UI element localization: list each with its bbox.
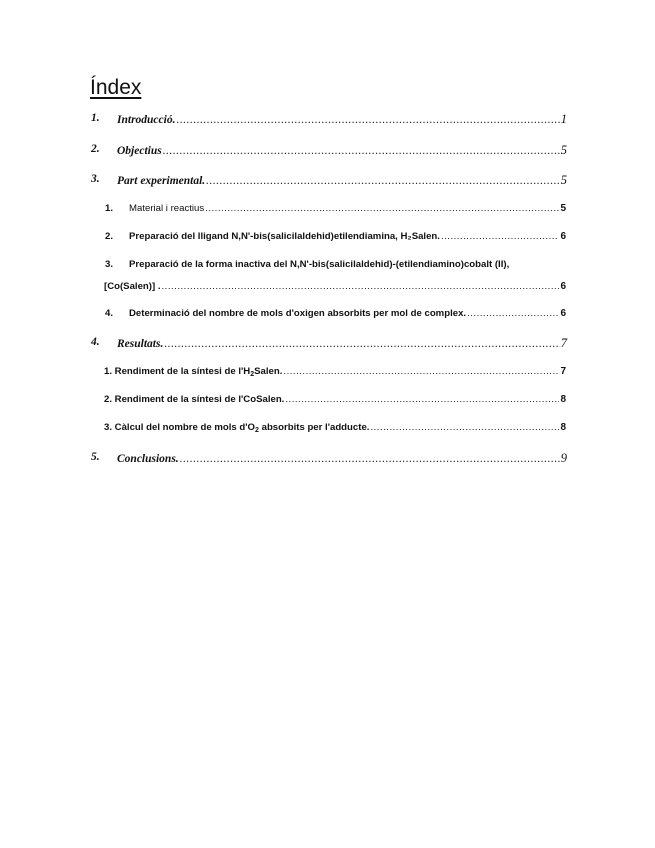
toc-leader-dots (370, 422, 559, 433)
toc-label-line2: [Co(Salen)] . (104, 281, 161, 292)
toc-leader-dots (162, 281, 560, 292)
toc-page-number: 5 (560, 143, 567, 157)
toc-label (104, 366, 282, 378)
toc-entry-objectius[interactable] (0, 143, 655, 161)
toc-number: 3. (91, 173, 100, 185)
toc-label-pre: 3. Càlcul del nombre de mols d'O (104, 422, 256, 433)
toc-leader-dots (467, 308, 559, 319)
toc-page-number: 6 (560, 231, 566, 242)
toc-number: 2. (91, 143, 100, 155)
toc-label: Resultats. (117, 338, 164, 350)
toc-number: 4. (91, 336, 100, 348)
subscript-2: 2 (255, 427, 259, 434)
toc-leader-dots (441, 231, 559, 242)
toc-page-number: 5 (560, 173, 567, 187)
toc-label (104, 422, 369, 434)
toc-leader-dots (180, 453, 560, 465)
toc-label-post: Salen. (254, 366, 283, 377)
toc-page-number: 8 (560, 422, 566, 433)
toc-entry-determinacio[interactable] (0, 308, 655, 326)
index-title: Índex (90, 76, 142, 99)
toc-leader-dots (163, 145, 560, 157)
toc-leader-dots (283, 366, 559, 377)
toc-entry-material-reactius[interactable] (0, 203, 655, 221)
toc-page-number: 1 (560, 112, 567, 126)
toc-number: 1. (105, 203, 114, 214)
toc-label: Determinació del nombre de mols d'oxigen absorbits per mol de complex. (129, 308, 467, 319)
toc-page-number: 7 (560, 366, 566, 377)
toc-label: Conclusions. (117, 453, 179, 465)
toc-entry-introduccio[interactable] (0, 112, 655, 130)
toc-leader-dots (176, 114, 559, 126)
toc-page-number: 7 (560, 336, 567, 350)
toc-label: 2. Rendiment de la síntesi de l'CoSalen. (104, 394, 285, 405)
subscript-2: 2 (250, 371, 255, 378)
toc-entry-preparacio-forma-inactiva[interactable] (0, 259, 655, 299)
toc-page-number: 6 (560, 308, 566, 319)
toc-page-number: 9 (560, 451, 567, 465)
toc-number: 3. (105, 259, 114, 270)
toc-label-pre: 1. Rendiment de la síntesi de l'H (104, 366, 251, 377)
toc-page-number: 8 (560, 394, 566, 405)
toc-label-line1: Preparació de la forma inactiva del N,N'-bis(salicilaldehid)-(etilendiamino)cobalt (II), (129, 259, 510, 270)
toc-leader-dots (206, 175, 560, 187)
toc-label: Introducció. (117, 114, 176, 126)
toc-number: 5. (91, 451, 100, 463)
toc-label: Material i reactius (129, 203, 205, 214)
toc-entry-rendiment-h2salen[interactable] (0, 366, 655, 384)
toc-page-number: 6 (560, 281, 566, 292)
toc-label-post: absorbits per l'adducte. (258, 422, 370, 433)
toc-page-number: 5 (560, 203, 566, 214)
toc-entry-resultats[interactable] (0, 336, 655, 354)
toc-number: 1. (91, 112, 100, 124)
toc-number: 4. (105, 308, 114, 319)
toc-label: Part experimental. (117, 175, 206, 187)
toc-number: 2. (105, 231, 114, 242)
toc-entry-calcul-mols-o2[interactable] (0, 422, 655, 440)
toc-leader-dots (205, 203, 559, 214)
toc-leader-dots (285, 394, 559, 405)
toc-entry-preparacio-lligand[interactable] (0, 231, 655, 249)
toc-entry-rendiment-cosalen[interactable] (0, 394, 655, 412)
toc-label: Objectius (117, 145, 162, 157)
toc-entry-part-experimental[interactable] (0, 173, 655, 191)
toc-leader-dots (164, 338, 559, 350)
toc-entry-conclusions[interactable] (0, 451, 655, 469)
toc-label: Preparació del lligand N,N'-bis(salicilaldehid)etilendiamina, H₂Salen. (129, 231, 440, 242)
